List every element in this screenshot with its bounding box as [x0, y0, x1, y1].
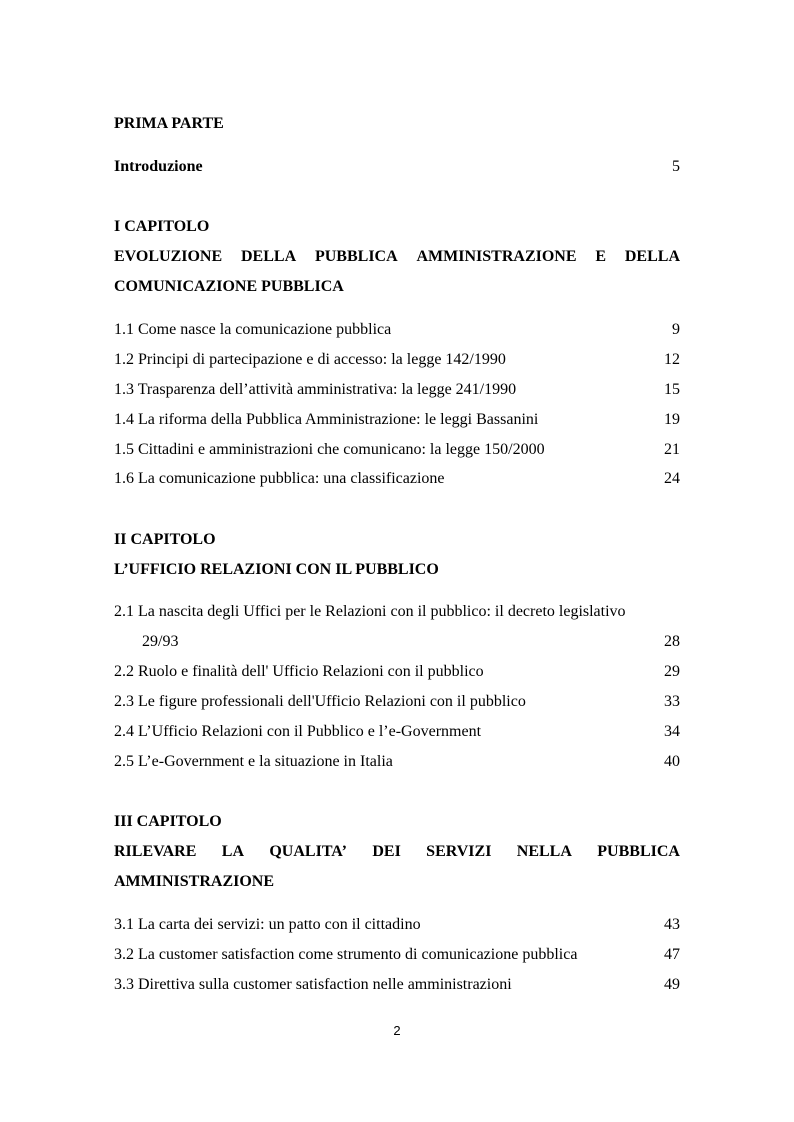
toc-entry: 2.4 L’Ufficio Relazioni con il Pubblico e l’e-Government: [114, 723, 482, 740]
chapter-1-title-line-2: COMUNICAZIONE PUBBLICA: [114, 278, 344, 295]
page-number: 2: [393, 1023, 401, 1038]
title-word: PUBBLICA: [314, 248, 398, 265]
title-word: RILEVARE: [114, 843, 197, 860]
chapter-1-title-line-1: [114, 247, 680, 267]
toc-entry: 3.3 Direttiva sulla customer satisfaction nelle amministrazioni: [114, 976, 512, 993]
toc-page: 49: [664, 976, 680, 993]
chapter-2-label: II CAPITOLO: [114, 531, 216, 548]
title-word: EVOLUZIONE: [114, 248, 223, 265]
toc-entry: 1.2 Principi di partecipazione e di accesso: la legge 142/1990: [114, 351, 506, 368]
title-word: DEI: [372, 843, 401, 860]
chapter-3-title-line-1: [114, 842, 680, 862]
toc-page: 29: [664, 663, 680, 680]
toc-entry: 1.5 Cittadini e amministrazioni che comunicano: la legge 150/2000: [114, 441, 545, 458]
title-word: LA: [221, 843, 244, 860]
chapter-3-title-line-2: AMMINISTRAZIONE: [114, 873, 275, 890]
toc-entry: 2.5 L’e-Government e la situazione in Italia: [114, 753, 393, 770]
toc-entry: 3.2 La customer satisfaction come strumento di comunicazione pubblica: [114, 946, 578, 963]
toc-entry: 2.1 La nascita degli Uffici per le Relazioni con il pubblico: il decreto legislativo: [114, 603, 626, 620]
toc-page: 28: [664, 633, 680, 650]
title-word: E: [595, 248, 607, 265]
toc-entry: 2.2 Ruolo e finalità dell' Ufficio Relazioni con il pubblico: [114, 663, 484, 680]
toc-page: 19: [664, 411, 680, 428]
toc-page: 33: [664, 693, 680, 710]
title-word: AMMINISTRAZIONE: [416, 248, 577, 265]
intro-page: 5: [672, 158, 680, 175]
chapter-2-title: L’UFFICIO RELAZIONI CON IL PUBBLICO: [114, 561, 439, 578]
title-word: QUALITA’: [269, 843, 347, 860]
toc-entry: 1.1 Come nasce la comunicazione pubblica: [114, 321, 392, 338]
toc-entry: 1.3 Trasparenza dell’attività amministrativa: la legge 241/1990: [114, 381, 517, 398]
toc-page: 43: [664, 916, 680, 933]
title-word: DELLA: [624, 248, 680, 265]
toc-page: 40: [664, 753, 680, 770]
title-word: PUBBLICA: [597, 843, 680, 860]
toc-entry-continuation: 29/93: [142, 633, 179, 650]
chapter-1-label: I CAPITOLO: [114, 218, 210, 235]
toc-page: 12: [664, 351, 680, 368]
toc-page: 24: [664, 470, 680, 487]
toc-page: 9: [672, 321, 680, 338]
toc-page: 34: [664, 723, 680, 740]
toc-page: 47: [664, 946, 680, 963]
toc-entry: 1.4 La riforma della Pubblica Amministrazione: le leggi Bassanini: [114, 411, 539, 428]
chapter-3-label: III CAPITOLO: [114, 813, 222, 830]
title-word: NELLA: [516, 843, 572, 860]
toc-entry: 3.1 La carta dei servizi: un patto con il cittadino: [114, 916, 421, 933]
toc-page: 21: [664, 441, 680, 458]
toc-entry: 2.3 Le figure professionali dell'Ufficio Relazioni con il pubblico: [114, 693, 526, 710]
part-title: PRIMA PARTE: [114, 115, 224, 132]
title-word: SERVIZI: [426, 843, 492, 860]
toc-page: 15: [664, 381, 680, 398]
title-word: DELLA: [241, 248, 297, 265]
intro-label: Introduzione: [114, 158, 203, 175]
toc-entry: 1.6 La comunicazione pubblica: una classificazione: [114, 470, 445, 487]
